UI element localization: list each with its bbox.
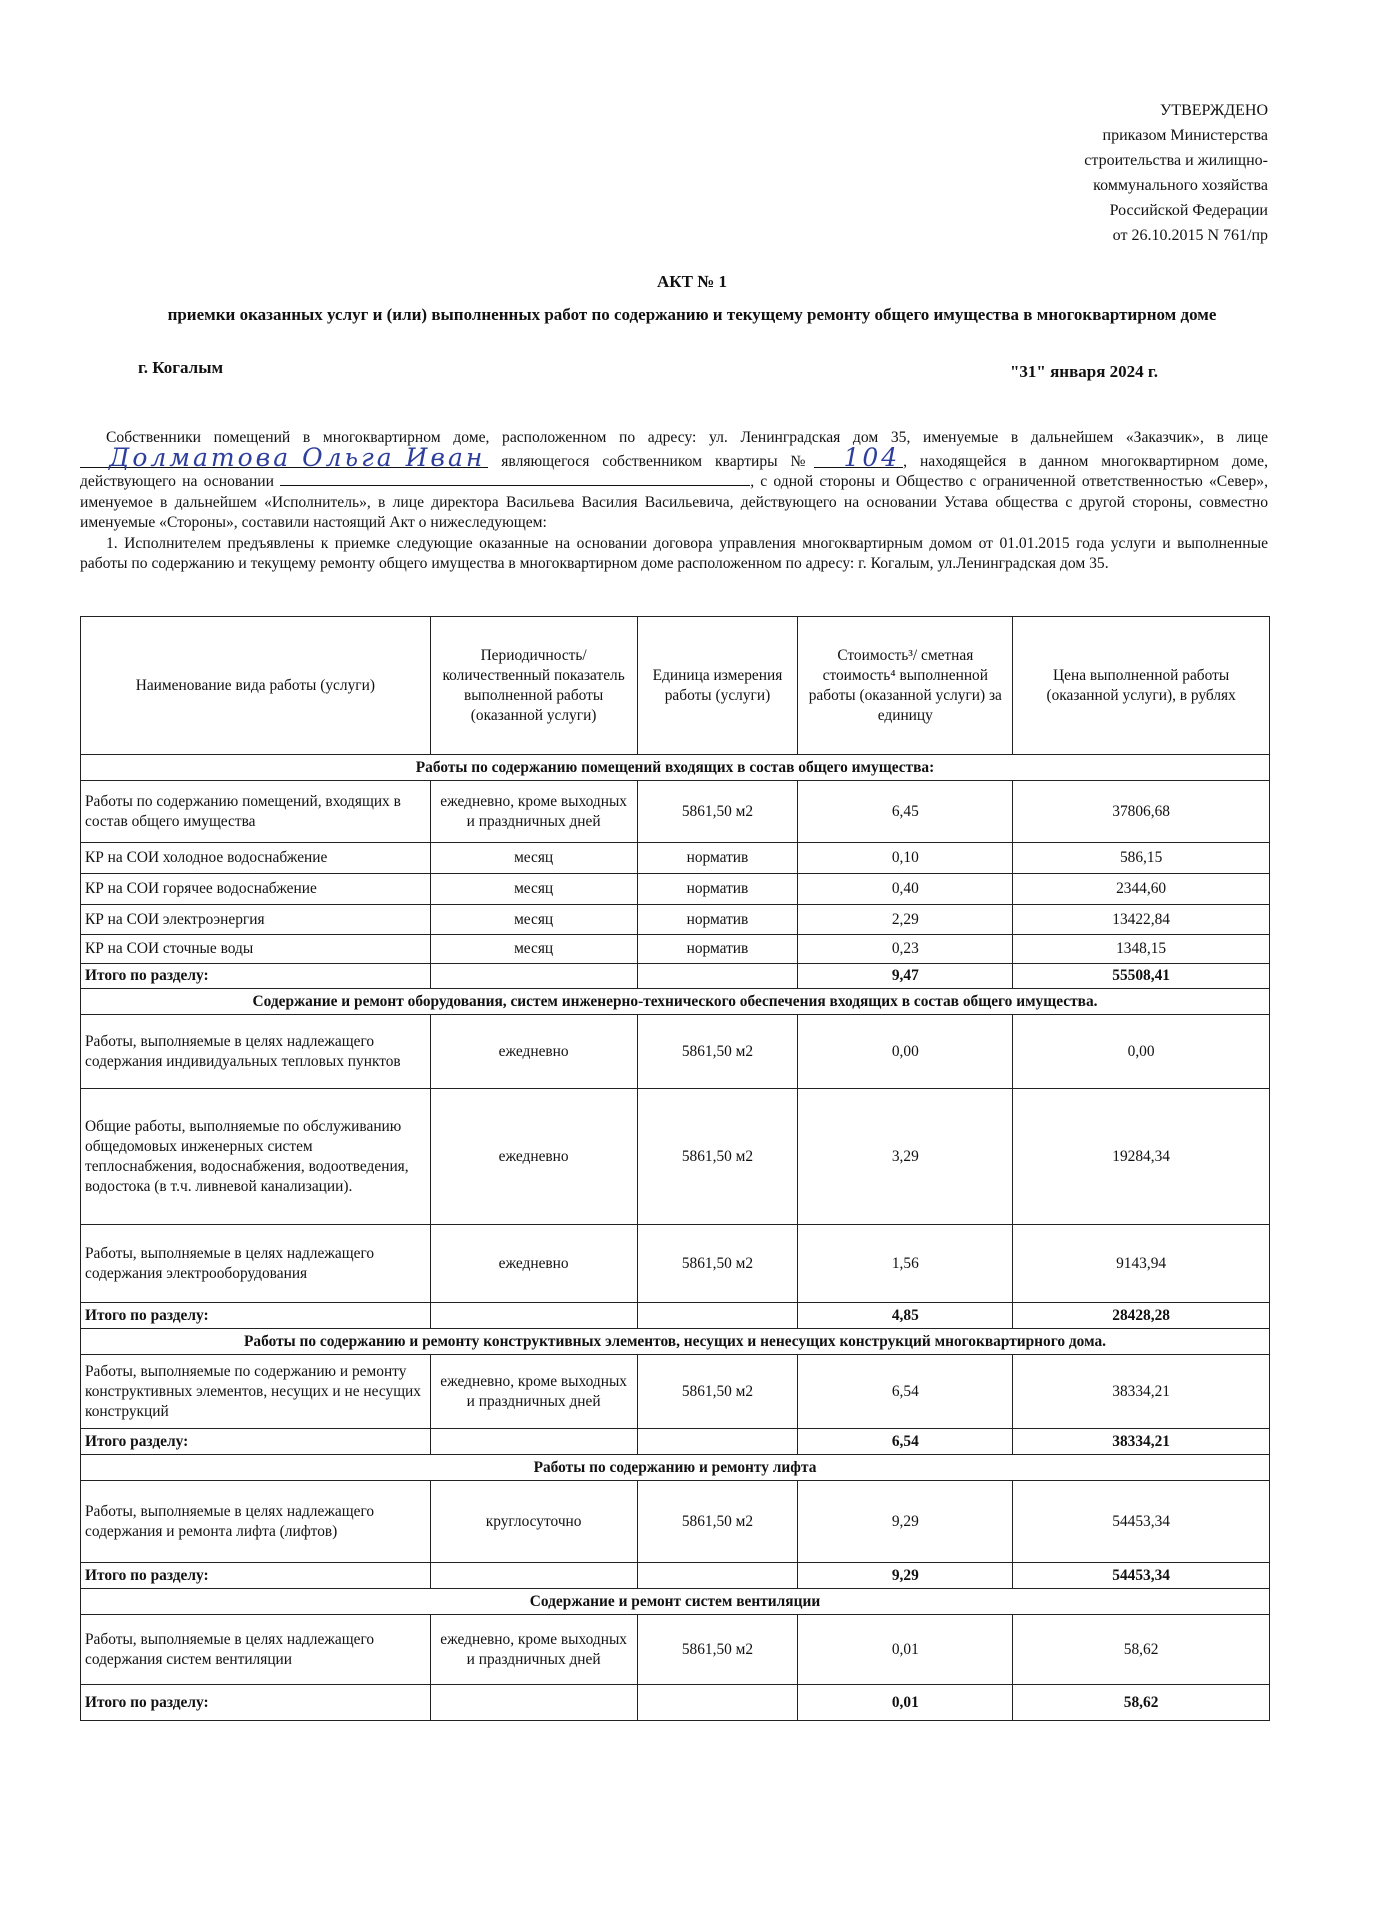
act-city: г. Когалым: [138, 358, 224, 377]
cell-price: 19284,34: [1013, 1089, 1270, 1225]
cell-cost: 9,29: [798, 1481, 1013, 1563]
cell-unit: 5861,50 м2: [637, 1225, 798, 1303]
section-total-row: [81, 1429, 1270, 1455]
table-header-row: [81, 617, 1270, 755]
cell-name: КР на СОИ холодное водоснабжение: [81, 843, 431, 874]
approval-line: Российской Федерации: [1109, 202, 1268, 219]
section-title: Содержание и ремонт оборудования, систем инженерно-технического обеспечения входящих в состав общего имущества.: [81, 989, 1270, 1015]
cell-price: 2344,60: [1013, 874, 1270, 905]
total-cost: 4,85: [798, 1303, 1013, 1329]
cell-period: месяц: [430, 935, 637, 964]
cell-price: 13422,84: [1013, 905, 1270, 935]
cell-cost: 0,23: [798, 935, 1013, 964]
total-empty-cell: [430, 964, 637, 989]
table-row: [81, 1015, 1270, 1089]
act-subtitle: приемки оказанных услуг и (или) выполненных работ по содержанию и текущему ремонту общего имущества в многоквартирном доме: [167, 305, 1217, 324]
total-price: 28428,28: [1013, 1303, 1270, 1329]
section-title: Содержание и ремонт систем вентиляции: [81, 1589, 1270, 1615]
cell-period: ежедневно, кроме выходных и праздничных дней: [430, 1355, 637, 1429]
header-unit: Единица измерения работы (услуги): [637, 617, 798, 755]
cell-cost: 6,45: [798, 781, 1013, 843]
cell-unit: 5861,50 м2: [637, 781, 798, 843]
table-row: [81, 1481, 1270, 1563]
total-empty-cell: [430, 1685, 637, 1721]
cell-price: 58,62: [1013, 1615, 1270, 1685]
cell-name: Общие работы, выполняемые по обслуживанию общедомовых инженерных систем теплоснабжения, водоснабжения, водоотведения, водостока (в т.ч. ливневой канализации).: [81, 1089, 431, 1225]
cell-name: Работы, выполняемые по содержанию и ремонту конструктивных элементов, несущих и не несущих конструкций: [81, 1355, 431, 1429]
total-label: Итого по разделу:: [81, 964, 431, 989]
act-date: "31" января 2024 г.: [1009, 362, 1158, 381]
approval-line: УТВЕРЖДЕНО: [1159, 102, 1268, 119]
basis-blank-line: [280, 485, 750, 486]
cell-name: КР на СОИ сточные воды: [81, 935, 431, 964]
cell-cost: 3,29: [798, 1089, 1013, 1225]
cell-period: месяц: [430, 874, 637, 905]
cell-unit: 5861,50 м2: [637, 1089, 798, 1225]
total-empty-cell: [430, 1429, 637, 1455]
cell-unit: 5861,50 м2: [637, 1355, 798, 1429]
table-row: [81, 1089, 1270, 1225]
total-label: Итого по разделу:: [81, 1685, 431, 1721]
table-row: [81, 935, 1270, 964]
section-header: [81, 1589, 1270, 1615]
cell-name: Работы по содержанию помещений, входящих в состав общего имущества: [81, 781, 431, 843]
cell-cost: 6,54: [798, 1355, 1013, 1429]
section-header: [81, 989, 1270, 1015]
total-cost: 0,01: [798, 1685, 1013, 1721]
owner-name-handwritten: Долматова Ольга Иван: [80, 449, 488, 468]
approval-line: приказом Министерства: [1102, 127, 1268, 144]
cell-name: Работы, выполняемые в целях надлежащего содержания и ремонта лифта (лифтов): [81, 1481, 431, 1563]
total-price: 58,62: [1013, 1685, 1270, 1721]
section-total-row: [81, 1685, 1270, 1721]
cell-cost: 0,01: [798, 1615, 1013, 1685]
cell-period: ежедневно, кроме выходных и праздничных дней: [430, 1615, 637, 1685]
section-title: Работы по содержанию и ремонту лифта: [81, 1455, 1270, 1481]
cell-price: 586,15: [1013, 843, 1270, 874]
cell-unit: 5861,50 м2: [637, 1481, 798, 1563]
apartment-number-handwritten: 104: [814, 449, 903, 468]
section-total-row: [81, 1563, 1270, 1589]
approval-line: коммунального хозяйства: [1093, 177, 1268, 194]
intro-text-part: , находящейся в данном многоквартирном доме, действующего на основании: [80, 452, 1268, 490]
cell-price: 54453,34: [1013, 1481, 1270, 1563]
cell-price: 0,00: [1013, 1015, 1270, 1089]
total-price: 54453,34: [1013, 1563, 1270, 1589]
cell-name: Работы, выполняемые в целях надлежащего содержания электрооборудования: [81, 1225, 431, 1303]
cell-price: 38334,21: [1013, 1355, 1270, 1429]
total-price: 55508,41: [1013, 964, 1270, 989]
cell-unit: норматив: [637, 843, 798, 874]
section-total-row: [81, 964, 1270, 989]
cell-period: круглосуточно: [430, 1481, 637, 1563]
header-period: Периодичность/ количественный показатель выполненной работы (оказанной услуги): [430, 617, 637, 755]
section-title: Работы по содержанию помещений входящих в состав общего имущества:: [81, 755, 1270, 781]
total-cost: 9,47: [798, 964, 1013, 989]
cell-unit: 5861,50 м2: [637, 1015, 798, 1089]
header-name: Наименование вида работы (услуги): [81, 617, 431, 755]
header-price: Цена выполненной работы (оказанной услуги), в рублях: [1013, 617, 1270, 755]
cell-period: месяц: [430, 843, 637, 874]
cell-period: ежедневно: [430, 1089, 637, 1225]
total-empty-cell: [637, 1685, 798, 1721]
cell-unit: норматив: [637, 905, 798, 935]
cell-price: 37806,68: [1013, 781, 1270, 843]
section-header: [81, 1329, 1270, 1355]
cell-price: 1348,15: [1013, 935, 1270, 964]
cell-name: Работы, выполняемые в целях надлежащего содержания систем вентиляции: [81, 1615, 431, 1685]
table-row: [81, 1355, 1270, 1429]
header-cost: Стоимость³/ сметная стоимость⁴ выполненной работы (оказанной услуги) за единицу: [798, 617, 1013, 755]
total-empty-cell: [637, 964, 798, 989]
cell-cost: 0,10: [798, 843, 1013, 874]
approval-line: от 26.10.2015 N 761/пр: [1112, 227, 1268, 244]
section-header: [81, 755, 1270, 781]
cell-name: Работы, выполняемые в целях надлежащего содержания индивидуальных тепловых пунктов: [81, 1015, 431, 1089]
table-row: [81, 1615, 1270, 1685]
cell-period: ежедневно: [430, 1225, 637, 1303]
section-title: Работы по содержанию и ремонту конструктивных элементов, несущих и ненесущих конструкций многоквартирного дома.: [81, 1329, 1270, 1355]
cell-cost: 1,56: [798, 1225, 1013, 1303]
cell-cost: 0,00: [798, 1015, 1013, 1089]
total-empty-cell: [637, 1303, 798, 1329]
works-table: [80, 616, 1270, 1721]
cell-period: ежедневно, кроме выходных и праздничных дней: [430, 781, 637, 843]
intro-text-part: , с одной стороны и Общество с ограниченной ответственностью «Север», именуемое в дальнейшем «Исполнитель», в лице директора Васильева Василия Васильевича, действующего на основании Устава общества с другой стороны, совместно именуемые «Стороны», составили настоящий Акт о нижеследующем:: [80, 473, 1268, 531]
table-row: [81, 874, 1270, 905]
section-header: [81, 1455, 1270, 1481]
intro-text-part: Собственники помещений в многоквартирном доме, расположенном по адресу: ул. Ленинградская дом 35, именуемые в дальнейшем «Заказчик», в лице: [106, 429, 1268, 446]
table-row: [81, 781, 1270, 843]
cell-price: 9143,94: [1013, 1225, 1270, 1303]
cell-name: КР на СОИ электроэнергия: [81, 905, 431, 935]
total-cost: 6,54: [798, 1429, 1013, 1455]
table-row: [81, 843, 1270, 874]
intro-text-part: являющегося собственником квартиры №: [488, 452, 815, 470]
act-title: АКТ № 1: [656, 272, 728, 291]
cell-period: ежедневно: [430, 1015, 637, 1089]
intro-text: [80, 428, 1268, 575]
total-price: 38334,21: [1013, 1429, 1270, 1455]
total-label: Итого разделу:: [81, 1429, 431, 1455]
total-label: Итого по разделу:: [81, 1303, 431, 1329]
approval-stamp: [1084, 98, 1268, 248]
total-empty-cell: [637, 1429, 798, 1455]
total-cost: 9,29: [798, 1563, 1013, 1589]
cell-cost: 0,40: [798, 874, 1013, 905]
intro-paragraph-2: 1. Исполнителем предъявлены к приемке следующие оказанные на основании договора управления многоквартирным домом от 01.01.2015 года услуги и выполненные работы по содержанию и текущему ремонту общего имущества в многоквартирном доме расположенном по адресу: г. Когалым, ул.Ленинградская дом 35.: [80, 534, 1268, 572]
cell-period: месяц: [430, 905, 637, 935]
intro-paragraph-1: [80, 428, 1268, 534]
total-empty-cell: [430, 1563, 637, 1589]
section-total-row: [81, 1303, 1270, 1329]
total-label: Итого по разделу:: [81, 1563, 431, 1589]
table-row: [81, 905, 1270, 935]
total-empty-cell: [430, 1303, 637, 1329]
total-empty-cell: [637, 1563, 798, 1589]
cell-unit: норматив: [637, 935, 798, 964]
cell-unit: норматив: [637, 874, 798, 905]
cell-name: КР на СОИ горячее водоснабжение: [81, 874, 431, 905]
table-row: [81, 1225, 1270, 1303]
approval-line: строительства и жилищно-: [1084, 152, 1268, 169]
cell-unit: 5861,50 м2: [637, 1615, 798, 1685]
cell-cost: 2,29: [798, 905, 1013, 935]
